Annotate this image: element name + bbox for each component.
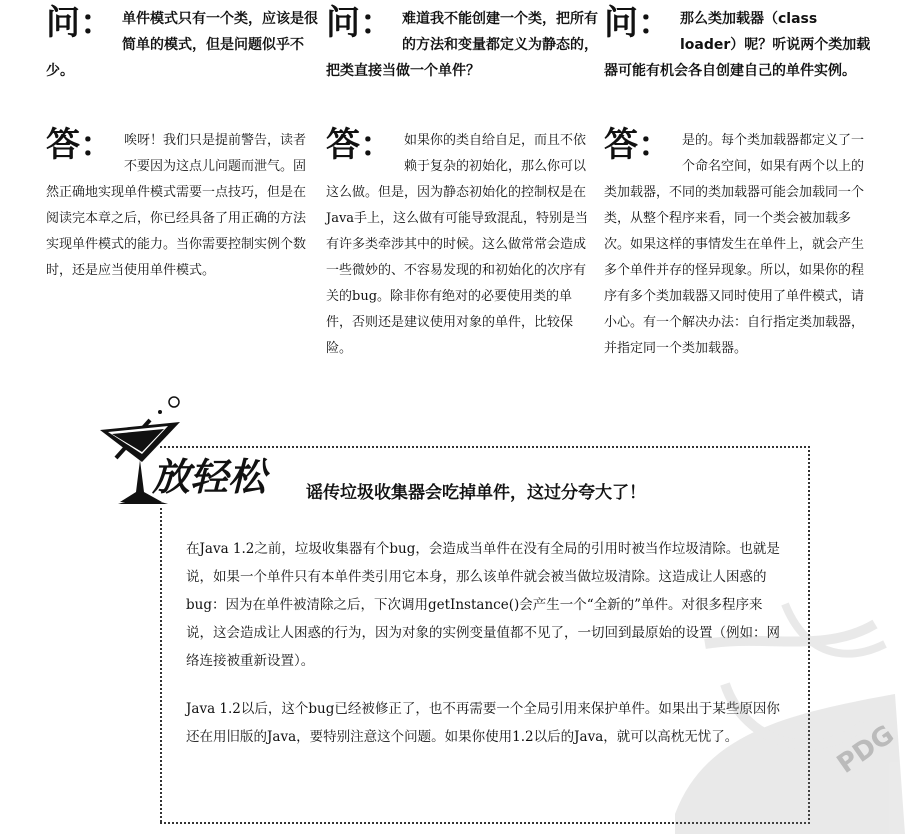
answer-3 bbox=[604, 125, 876, 362]
answer-text: 如果你的类自给自足，而且不依赖于复杂的初始化，那么你可以这么做。但是，因为静态初始化的控制权是在Java手上，这么做有可能导致混乱，特别是当有许多类牵涉其中的时候。这么做常常会造成一些微妙的、不容易发现的和初始化的次序有关的bug。除非你有绝对的必要使用类的单件，否则还是建议使用对象的单件，比较保险。 bbox=[326, 133, 589, 356]
sidebar-left-border bbox=[160, 508, 162, 822]
answer-text: 是的。每个类加载器都定义了一个命名空间，如果有两个以上的类加载器，不同的类加载器可能会加载同一个类，从整个程序来看，同一个类会被加载多次。如果这样的事情发生在单件上，就会产生多个单件并存的怪异现象。所以，如果你的程序有多个类加载器又同时使用了单件模式，请小心。有一个解决办法：自行指定类加载器，并指定同一个类加载器。 bbox=[604, 133, 865, 356]
question-heading: 问： bbox=[326, 3, 394, 43]
watermark-text: PDG bbox=[831, 719, 900, 780]
question-3 bbox=[604, 3, 876, 84]
question-text: 难道我不能创建一个类，把所有的方法和变量都定义为静态的，把类直接当做一个单件？ bbox=[326, 11, 598, 79]
answer-heading: 答： bbox=[326, 125, 394, 165]
question-heading: 问： bbox=[46, 3, 114, 43]
sidebar-paragraph: Java 1.2以后，这个bug已经被修正了，也不再需要一个全局引用来保护单件。如果出于某些原因你还在用旧版的Java，要特别注意这个问题。如果你使用1.2以后的Java，就可以高枕无忧了。 bbox=[186, 701, 780, 745]
answer-heading: 答： bbox=[604, 125, 672, 165]
answer-heading: 答： bbox=[46, 125, 114, 165]
sidebar-paragraph: 在Java 1.2之前，垃圾收集器有个bug，会造成当单件在没有全局的引用时被当作垃圾清除。也就是说，如果一个单件只有本单件类引用它本身，那么该单件就会被当做垃圾清除。这造成让人困惑的bug：因为在单件被清除之后，下次调用getInstance()会产生一个“全新的”单件。对很多程序来说，这会造成让人困惑的行为，因为对象的实例变量值都不见了，一切回到最原始的设置（例如：网络连接被重新设置）。 bbox=[186, 541, 780, 669]
question-1 bbox=[46, 3, 318, 84]
relax-badge: 放轻松 bbox=[152, 454, 267, 499]
answer-1 bbox=[46, 125, 318, 284]
sidebar-body bbox=[186, 535, 786, 771]
question-2 bbox=[326, 3, 598, 84]
question-heading: 问： bbox=[604, 3, 672, 43]
question-text: 那么类加载器（class loader）呢？听说两个类加载器可能有机会各自创建自己的单件实例。 bbox=[604, 11, 871, 79]
answer-2 bbox=[326, 125, 598, 362]
sidebar-title: 谣传垃圾收集器会吃掉单件，这过分夸大了！ bbox=[306, 483, 646, 503]
question-text: 单件模式只有一个类，应该是很简单的模式，但是问题似乎不少。 bbox=[46, 11, 318, 79]
answer-text: 唉呀！我们只是提前警告，读者不要因为这点儿问题而泄气。固然正确地实现单件模式需要一点技巧，但是在阅读完本章之后，你已经具备了用正确的方法实现单件模式的能力。当你需要控制实例个数时，还是应当使用单件模式。 bbox=[46, 133, 307, 278]
